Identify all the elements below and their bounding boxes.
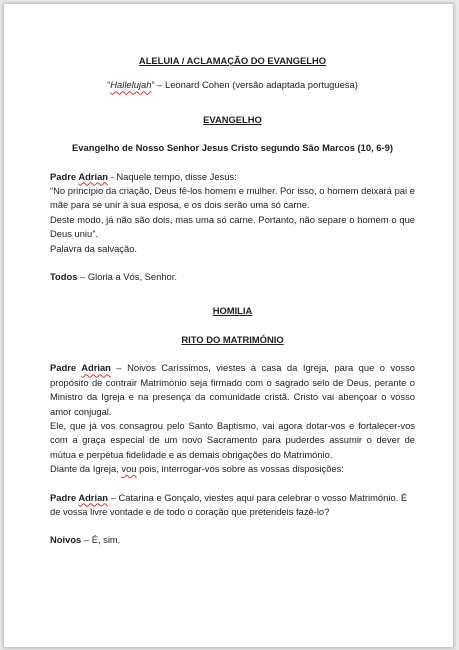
song-line: “Hallelujah” – Leonard Cohen (versão adaptada portuguesa) [107,79,358,91]
rito-paragraph-1: Padre Adrian – Noivos Caríssimos, viestes à casa da Igreja, para que o vosso propósito de contrair Matrimónio seja firmado com o sagrado selo de Deus, perante o Ministro da Igreja e na presença da comunidade cristã. Cristo vai abençoar o vosso amor conjugal. [50,362,415,417]
gospel-text-3: Palavra da salvação. [50,242,138,254]
rito-question: Padre Adrian – Catarina e Gonçalo, viestes aqui para celebrar o vosso Matrimónio. É de vossa livre vontade e de todo o coração que pretendeis fazê-lo? [50,491,408,517]
gospel-title: Evangelho de Nosso Senhor Jesus Cristo segundo São Marcos (10, 6-9) [72,142,393,154]
gospel-text-1: “No princípio da criação, Deus fê-los homem e mulher. Por isso, o homem deixará pai e mãe para se unir à sua esposa, e os dois serão uma só carne. [50,185,415,211]
todos-response: Todos – Gloria a Vós, Senhor. [50,271,177,283]
noivos-response: Noivos – É, sim. [50,534,121,546]
document-body [50,54,415,548]
name-adrian: Adrian [78,170,109,182]
document-page [3,3,454,648]
heading-homilia: HOMILIA [212,305,253,317]
gospel-text-2: Deste modo, já não são dois, mas uma só carne. Portanto, não separe o homem o que Deus uniu”. [50,213,415,240]
rito-paragraph-2: Ele, que já vos consagrou pelo Santo Baptismo, vai agora dotar-vos e fortalecer-vos com a graça especial de um novo Sacramento para puderdes assumir o dever de mútua e perpétua fidelidade e as demais obrigações do Matrimónio. [50,419,415,460]
name-adrian: Adrian [81,362,111,374]
heading-rito: RITO DO MATRIMÓNIO [181,333,284,345]
rito-paragraph-3: Diante da Igreja, vou pois, interrogar-vos sobre as vossas disposições: [50,463,344,475]
heading-evangelho: EVANGELHO [203,113,262,125]
song-title: Hallelujah [110,79,152,91]
name-adrian: Adrian [78,491,109,503]
word-vou: vou [121,463,137,475]
padre-intro: Padre Adrian - Naquele tempo, disse Jesus: [50,170,237,182]
heading-aleluia: ALELUIA / ACLAMAÇÃO DO EVANGELHO [138,55,327,66]
